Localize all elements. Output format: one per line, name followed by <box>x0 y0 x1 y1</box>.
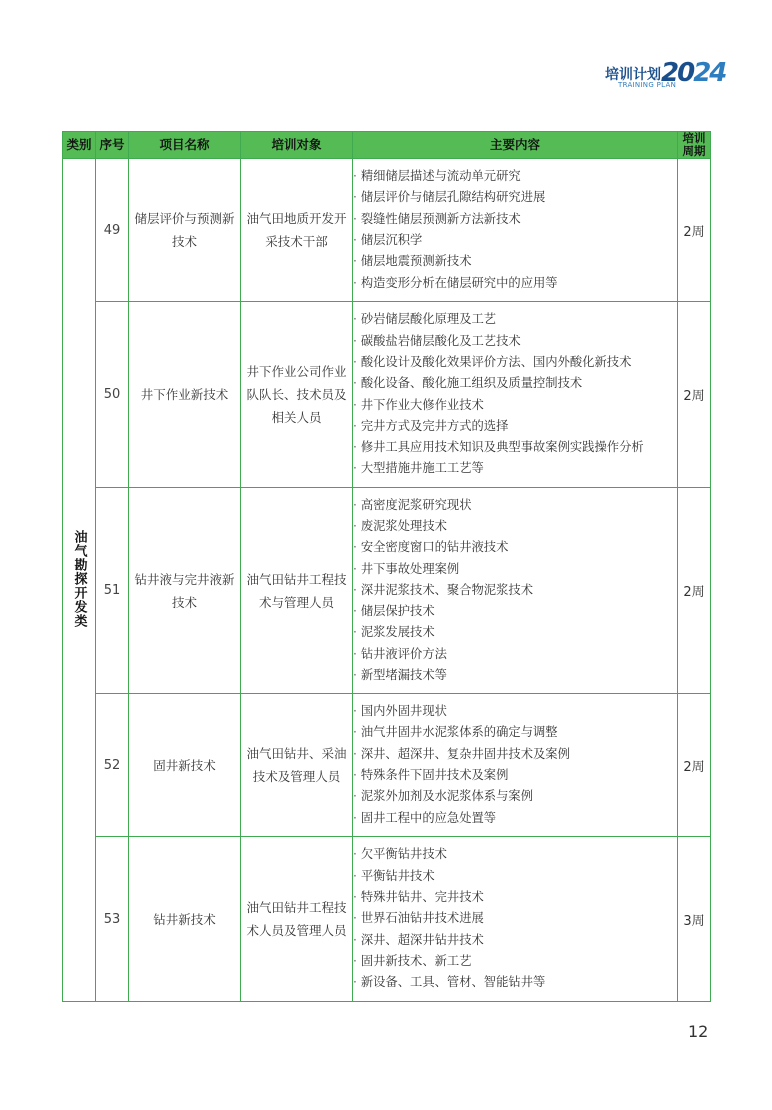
training-period: 2周 <box>678 159 711 302</box>
project-name: 钻井液与完井液新技术 <box>129 488 241 694</box>
main-content <box>353 302 678 488</box>
category-label: 油气勘探开发类 <box>71 529 87 628</box>
main-content <box>353 159 678 302</box>
project-name: 储层评价与预测新技术 <box>129 159 241 302</box>
content-item: · 新设备、工具、管材、智能钻井等 <box>353 972 677 993</box>
header-number: 序号 <box>96 132 129 159</box>
logo-year-second: 24 <box>693 58 726 88</box>
content-item: · 泥浆外加剂及水泥浆体系与案例 <box>353 786 677 807</box>
content-list <box>353 701 677 829</box>
table-row <box>63 159 711 302</box>
content-item: · 特殊井钻井、完井技术 <box>353 887 677 908</box>
content-item: · 井下作业大修作业技术 <box>353 395 677 416</box>
content-item: · 修井工具应用技术知识及典型事故案例实践操作分析 <box>353 437 677 458</box>
content-item: · 储层评价与储层孔隙结构研究进展 <box>353 187 677 208</box>
main-content <box>353 488 678 694</box>
training-target: 油气田钻井工程技术人员及管理人员 <box>241 837 353 1002</box>
project-name: 钻井新技术 <box>129 837 241 1002</box>
training-period: 2周 <box>678 302 711 488</box>
content-item: · 深井、超深井钻井技术 <box>353 930 677 951</box>
content-list <box>353 166 677 294</box>
content-item: · 储层保护技术 <box>353 601 677 622</box>
training-target: 油气田钻井工程技术与管理人员 <box>241 488 353 694</box>
row-number: 51 <box>96 488 129 694</box>
content-item: · 新型堵漏技术等 <box>353 665 677 686</box>
content-item: · 裂缝性储层预测新方法新技术 <box>353 209 677 230</box>
training-period: 2周 <box>678 694 711 837</box>
content-item: · 大型措施井施工工艺等 <box>353 458 677 479</box>
logo-year-first: 20 <box>661 58 694 88</box>
content-item: · 油气井固井水泥浆体系的确定与调整 <box>353 722 677 743</box>
header-content: 主要内容 <box>353 132 678 159</box>
content-item: · 安全密度窗口的钻井液技术 <box>353 537 677 558</box>
main-content <box>353 837 678 1002</box>
logo-title: 培训计划 <box>605 67 661 83</box>
training-period: 2周 <box>678 488 711 694</box>
content-item: · 欠平衡钻井技术 <box>353 844 677 865</box>
content-item: · 固井工程中的应急处置等 <box>353 808 677 829</box>
category-cell <box>63 159 96 1002</box>
content-item: · 世界石油钻井技术进展 <box>353 908 677 929</box>
table-row <box>63 488 711 694</box>
training-target: 油气田钻井、采油技术及管理人员 <box>241 694 353 837</box>
training-plan-table <box>62 131 711 1002</box>
row-number: 50 <box>96 302 129 488</box>
row-number: 49 <box>96 159 129 302</box>
table-row <box>63 302 711 488</box>
content-list <box>353 844 677 993</box>
content-item: · 特殊条件下固井技术及案例 <box>353 765 677 786</box>
project-name: 固井新技术 <box>129 694 241 837</box>
row-number: 53 <box>96 837 129 1002</box>
content-item: · 碳酸盐岩储层酸化及工艺技术 <box>353 331 677 352</box>
main-content <box>353 694 678 837</box>
row-number: 52 <box>96 694 129 837</box>
training-plan-logo <box>597 56 726 98</box>
content-item: · 平衡钻井技术 <box>353 866 677 887</box>
training-period: 3周 <box>678 837 711 1002</box>
content-item: · 废泥浆处理技术 <box>353 516 677 537</box>
content-item: · 泥浆发展技术 <box>353 622 677 643</box>
content-item: · 储层地震预测新技术 <box>353 251 677 272</box>
training-target: 油气田地质开发开采技术干部 <box>241 159 353 302</box>
content-item: · 精细储层描述与流动单元研究 <box>353 166 677 187</box>
table-row <box>63 837 711 1002</box>
content-item: · 深井泥浆技术、聚合物泥浆技术 <box>353 580 677 601</box>
page-number: 12 <box>688 1022 709 1041</box>
table-row <box>63 694 711 837</box>
header-period: 培训周期 <box>678 132 711 159</box>
content-list <box>353 495 677 687</box>
logo-subtitle: TRAINING PLAN <box>618 81 677 89</box>
header-target: 培训对象 <box>241 132 353 159</box>
content-item: · 构造变形分析在储层研究中的应用等 <box>353 273 677 294</box>
content-item: · 固井新技术、新工艺 <box>353 951 677 972</box>
content-item: · 砂岩储层酸化原理及工艺 <box>353 309 677 330</box>
content-item: · 国内外固井现状 <box>353 701 677 722</box>
training-target: 井下作业公司作业队队长、技术员及相关人员 <box>241 302 353 488</box>
header-name: 项目名称 <box>129 132 241 159</box>
content-list <box>353 309 677 479</box>
table-header-row <box>63 132 711 159</box>
content-item: · 酸化设计及酸化效果评价方法、国内外酸化新技术 <box>353 352 677 373</box>
content-item: · 高密度泥浆研究现状 <box>353 495 677 516</box>
content-item: · 钻井液评价方法 <box>353 644 677 665</box>
content-item: · 深井、超深井、复杂井固井技术及案例 <box>353 744 677 765</box>
project-name: 井下作业新技术 <box>129 302 241 488</box>
header-category: 类别 <box>63 132 96 159</box>
content-item: · 储层沉积学 <box>353 230 677 251</box>
content-item: · 完井方式及完井方式的选择 <box>353 416 677 437</box>
content-item: · 井下事故处理案例 <box>353 559 677 580</box>
content-item: · 酸化设备、酸化施工组织及质量控制技术 <box>353 373 677 394</box>
